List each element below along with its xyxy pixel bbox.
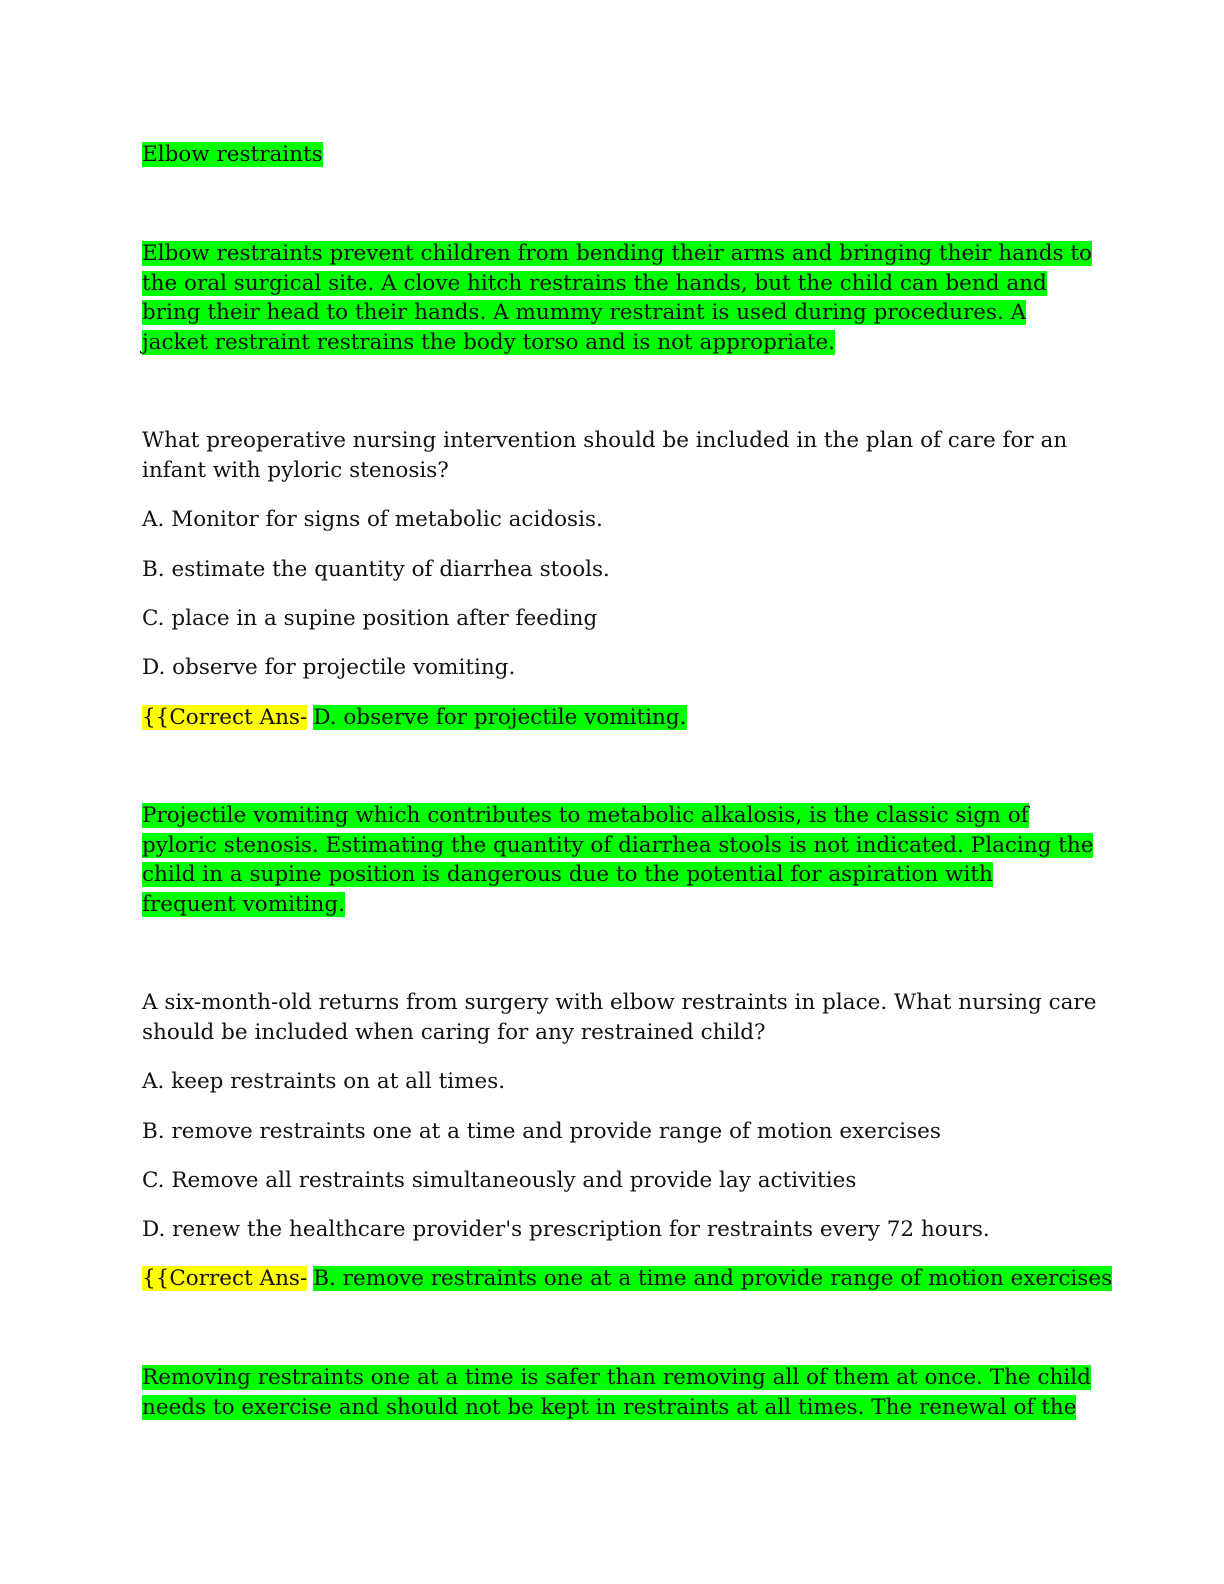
previous-answer-text: Elbow restraints xyxy=(142,142,323,167)
rationale-line: frequent vomiting. xyxy=(142,891,345,917)
question-1-correct-answer xyxy=(142,703,1082,733)
question-2-rationale xyxy=(142,1363,1091,1422)
rationale-line: bring their head to their hands. A mummy restraint is used during procedures. A xyxy=(142,300,1027,326)
option-text: C. Remove all restraints simultaneously and provide lay activities xyxy=(142,1168,857,1193)
question-1-text xyxy=(142,426,1082,485)
question-1-rationale xyxy=(142,801,1094,919)
previous-answer xyxy=(142,140,1082,170)
rationale-line: pyloric stenosis. Estimating the quantity of diarrhea stools is not indicated. Placing the xyxy=(142,832,1094,858)
answer-prefix: {{Correct Ans- xyxy=(142,1266,308,1291)
question-2-option-a xyxy=(142,1067,1082,1097)
question-2-option-c xyxy=(142,1166,1082,1196)
option-text: C. place in a supine position after feeding xyxy=(142,606,598,631)
option-text: B. remove restraints one at a time and provide range of motion exercises xyxy=(142,1119,941,1144)
question-2-correct-answer xyxy=(142,1264,1113,1294)
option-text: A. Monitor for signs of metabolic acidosis. xyxy=(142,507,603,532)
answer-prefix: {{Correct Ans- xyxy=(142,705,308,730)
question-1-option-a xyxy=(142,505,1082,535)
rationale-line: child in a supine position is dangerous due to the potential for aspiration with xyxy=(142,862,993,888)
question-1-option-d xyxy=(142,653,1082,683)
question-line: A six-month-old returns from surgery with elbow restraints in place. What nursing care xyxy=(142,990,1097,1015)
question-line: infant with pyloric stenosis? xyxy=(142,457,449,483)
question-line: What preoperative nursing intervention should be included in the plan of care for an xyxy=(142,428,1068,453)
rationale-line: Projectile vomiting which contributes to metabolic alkalosis, is the classic sign of xyxy=(142,803,1029,828)
question-2-option-b xyxy=(142,1117,1082,1147)
option-text: D. observe for projectile vomiting. xyxy=(142,655,516,680)
answer-text: D. observe for projectile vomiting. xyxy=(313,705,687,730)
option-text: D. renew the healthcare provider's prescription for restraints every 72 hours. xyxy=(142,1217,990,1242)
rationale-line: Removing restraints one at a time is safer than removing all of them at once. The child xyxy=(142,1365,1091,1390)
question-1-option-c xyxy=(142,604,1082,634)
rationale-line: needs to exercise and should not be kept in restraints at all times. The renewal of the xyxy=(142,1394,1077,1420)
option-text: B. estimate the quantity of diarrhea stools. xyxy=(142,557,610,582)
rationale-line: the oral surgical site. A clove hitch restrains the hands, but the child can bend and xyxy=(142,270,1047,296)
question-line: should be included when caring for any restrained child? xyxy=(142,1019,766,1045)
rationale-line: jacket restraint restrains the body torso and is not appropriate. xyxy=(142,329,836,355)
question-2-text xyxy=(142,988,1097,1047)
rationale-line: Elbow restraints prevent children from bending their arms and bringing their hands to xyxy=(142,241,1092,266)
previous-rationale xyxy=(142,239,1092,357)
option-text: A. keep restraints on at all times. xyxy=(142,1069,506,1094)
answer-text: B. remove restraints one at a time and provide range of motion exercises xyxy=(313,1266,1113,1291)
question-1-option-b xyxy=(142,555,1082,585)
question-2-option-d xyxy=(142,1215,1082,1245)
